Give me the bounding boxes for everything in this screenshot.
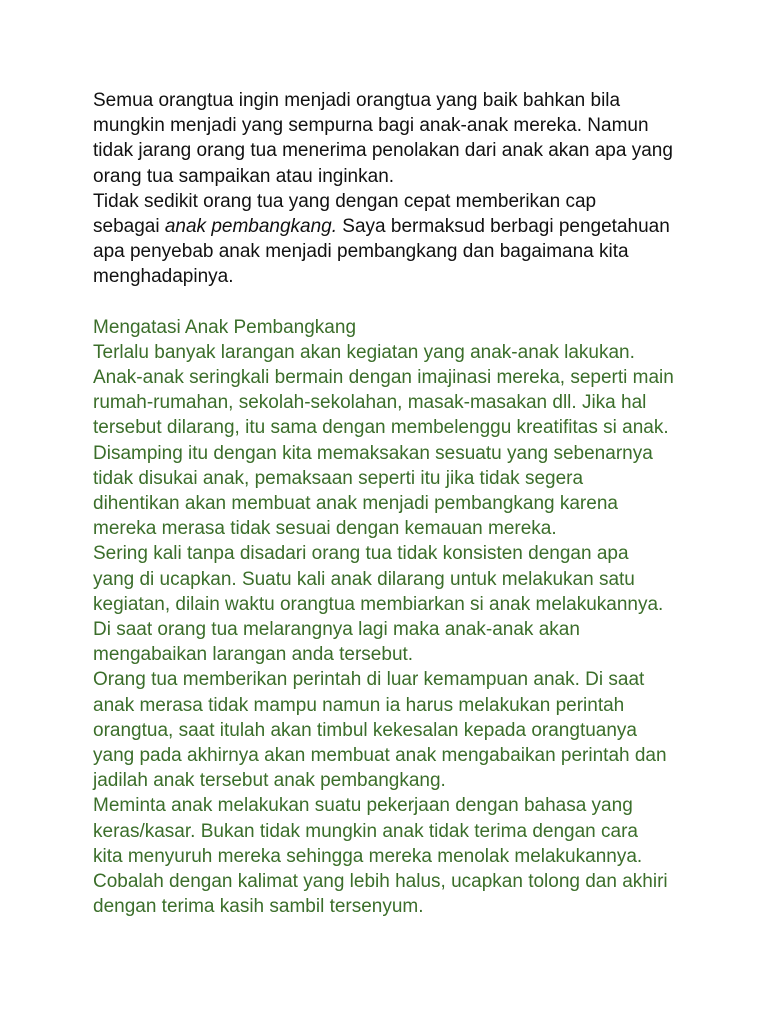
intro-text-segment: Saya bermaksud berbagi pengetahuan	[337, 216, 670, 238]
intro-line: Semua orangtua ingin menjadi orangtua yang baik bahkan bila	[93, 90, 621, 111]
intro-line: tidak jarang orang tua menerima penolakan dari anak akan apa yang	[93, 140, 673, 162]
body-line: yang pada akhirnya akan membuat anak mengabaikan perintah dan	[93, 745, 667, 767]
body-line: Sering kali tanpa disadari orang tua tidak konsisten dengan apa	[93, 543, 629, 565]
body-line: dihentikan akan membuat anak menjadi pembangkang karena	[93, 493, 618, 515]
intro-line-with-italic	[93, 214, 693, 239]
body-line: Anak-anak seringkali bermain dengan imajinasi mereka, seperti main	[93, 367, 674, 389]
intro-line: menghadapinya.	[93, 266, 234, 288]
intro-text-segment: sebagai	[93, 216, 165, 238]
body-line: Disamping itu dengan kita memaksakan sesuatu yang sebenarnya	[93, 442, 653, 464]
body-line: orangtua, saat itulah akan timbul kekesalan kepada orangtuanya	[93, 719, 637, 741]
body-line: Di saat orang tua melarangnya lagi maka anak-anak akan	[93, 619, 580, 641]
section-heading: Mengatasi Anak Pembangkang	[93, 316, 357, 338]
body-line: anak merasa tidak mampu namun ia harus melakukan perintah	[93, 694, 625, 716]
body-line: kegiatan, dilain waktu orangtua membiarkan si anak melakukannya.	[93, 593, 664, 615]
intro-line: Tidak sedikit orang tua yang dengan cepat memberikan cap	[93, 190, 597, 212]
body-line: Orang tua memberikan perintah di luar kemampuan anak. Di saat	[93, 669, 645, 691]
body-line: tersebut dilarang, itu sama dengan membelenggu kreatifitas si anak.	[93, 417, 669, 439]
body-line: yang di ucapkan. Suatu kali anak dilarang untuk melakukan satu	[93, 568, 635, 590]
document-page	[93, 88, 693, 920]
body-line: Cobalah dengan kalimat yang lebih halus, ucapkan tolong dan akhiri	[93, 871, 668, 893]
section-body	[93, 315, 693, 920]
intro-line: mungkin menjadi yang sempurna bagi anak-anak mereka. Namun	[93, 115, 649, 137]
body-line: dengan terima kasih sambil tersenyum.	[93, 896, 424, 918]
body-line: jadilah anak tersebut anak pembangkang.	[93, 770, 446, 792]
body-line: rumah-rumahan, sekolah-sekolahan, masak-masakan dll. Jika hal	[93, 392, 647, 414]
body-line: tidak disukai anak, pemaksaan seperti itu jika tidak segera	[93, 467, 584, 489]
body-line: keras/kasar. Bukan tidak mungkin anak tidak terima dengan cara	[93, 820, 638, 842]
body-line: Meminta anak melakukan suatu pekerjaan dengan bahasa yang	[93, 795, 633, 817]
body-line: kita menyuruh mereka sehingga mereka menolak melakukannya.	[93, 845, 643, 867]
body-line: Terlalu banyak larangan akan kegiatan yang anak-anak lakukan.	[93, 341, 635, 363]
italic-term: anak pembangkang.	[164, 216, 338, 238]
intro-line: orang tua sampaikan atau inginkan.	[93, 165, 395, 187]
intro-line: apa penyebab anak menjadi pembangkang dan bagaimana kita	[93, 241, 629, 263]
body-line: mereka merasa tidak sesuai dengan kemauan mereka.	[93, 518, 557, 540]
body-line: mengabaikan larangan anda tersebut.	[93, 644, 414, 666]
paragraph-gap	[93, 290, 693, 315]
intro-text	[93, 88, 693, 290]
